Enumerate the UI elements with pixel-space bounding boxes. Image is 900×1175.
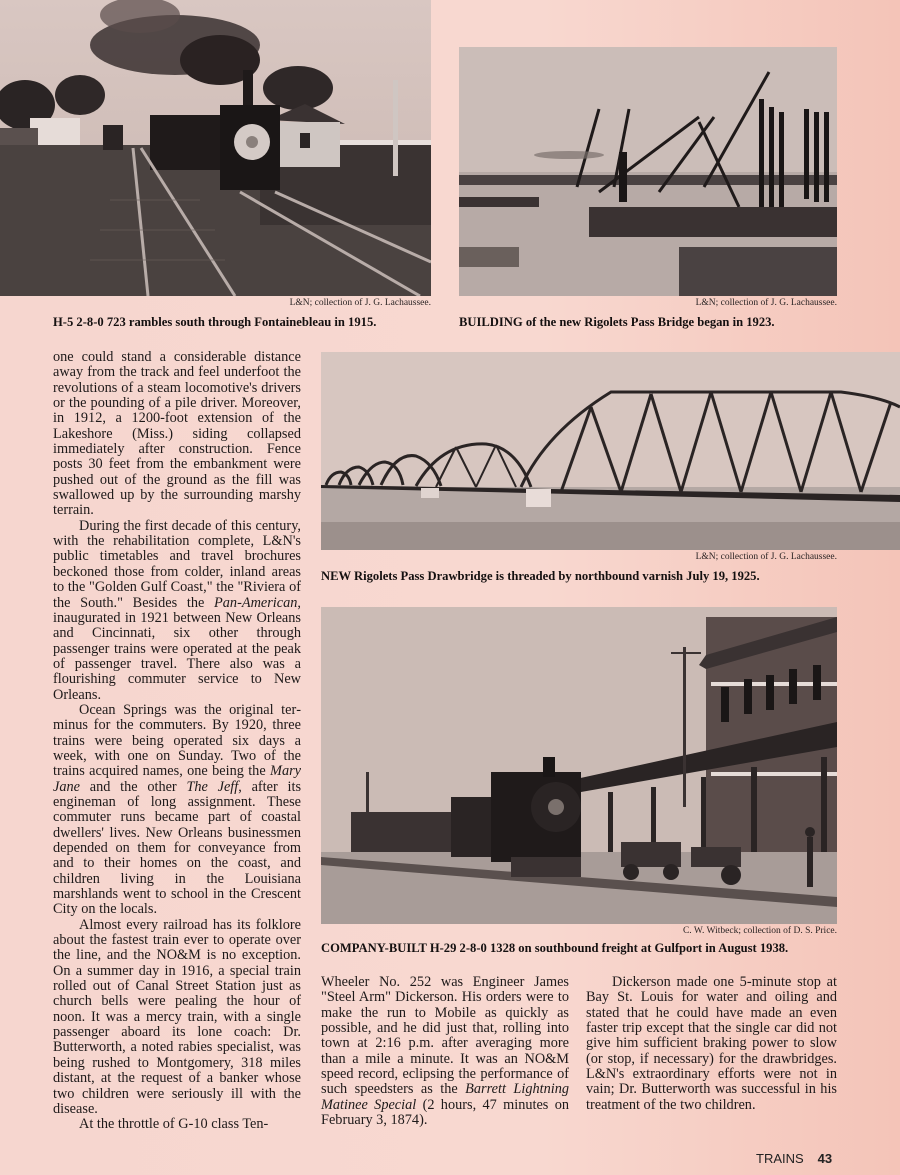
caption-drawbridge: NEW Rigolets Pass Drawbridge is threaded by northbound varnish July 19, 1925. [321,569,760,583]
bridge-construction-illustration [459,47,837,296]
magazine-name: TRAINS [756,1151,804,1166]
photo-credit-fontainebleau: L&N; collection of J. G. Lachaussee. [289,298,431,308]
photo-rigolets-drawbridge [321,352,900,550]
paragraph [53,519,301,703]
train-name-pan-american: Pan-American [214,594,298,611]
paragraph: Dickerson made one 5-minute stop at Bay St. Louis for water and oiling and stated that he could have made an even faster trip except that the single car did not give him sufficient braking power to slow (or stop, if necessary) for the drawbridges. L&N's extraordinary efforts were not in vain; Dr. Butterworth was successful in his treatment of the two children. [586,974,837,1113]
paragraph: one could stand a considerable distance away from the track and feel underfoot the revolutions of a steam locomotive's drivers or the pounding of a pile driver. Moreover, in 1912, a 1200-foot extension of the Lakeshore (Miss.) siding collapsed immediately after construction. Fence posts 30 feet from the embankment were pushed out of the ground as the fill was swallowed up by the surrounding marshy terrain. [53,349,301,519]
gulfport-station-illustration [321,607,837,924]
photo-gulfport-freight [321,607,837,924]
text-run: Ocean Springs was the original terminus for the commuters. By 1920, three trains were being operated six days a week, with one on Sunday. Two of the trains acquired names, one being the [53,701,301,780]
photo-credit-drawbridge: L&N; collection of J. G. Lachaussee. [695,552,837,562]
text-run: , inaugurated in 1921 between New Orleans and Cincinnati, six other through passenger trains were operated at the peak of passenger travel. There also was a flourishing commuter service to New Orleans. [53,594,301,703]
paragraph: Almost every railroad has its folklore about the fastest train ever to operate over the line, and the NO&M is no exception. On a summer day in 1916, a special train rolled out of Canal Street Station just as church bells were pealing the hour of noon. It was a mercy train, with a single passenger aboard its lone coach: Dr. Butterworth, a noted rabies specialist, was being rushed to Montgomery, 318 miles distant, at the request of a banker whose two children were seriously ill with the disease. [53,916,301,1117]
caption-bridge-construction: BUILDING of the new Rigolets Pass Bridge began in 1923. [459,315,775,329]
article-column-2 [321,975,569,1128]
page-number: 43 [817,1151,833,1166]
photo-bridge-construction [459,47,837,296]
article-column-3 [586,975,837,1113]
photo-credit-bridge-construction: L&N; collection of J. G. Lachaussee. [695,298,837,308]
drawbridge-illustration [321,352,900,550]
train-name-barrett-lightning: Barrett Lightning Matinee Special [321,1081,570,1113]
text-run: and the other [80,778,187,795]
train-name-mary-jane: Mary Jane [53,763,301,795]
locomotive-photo-illustration [0,0,431,296]
paragraph: At the throttle of G-10 class Ten- [79,1116,269,1133]
article-column-1 [53,350,301,1133]
page-footer [756,1151,832,1166]
caption-fontainebleau: H-5 2-8-0 723 rambles south through Fontainebleau in 1915. [53,315,377,329]
paragraph [321,975,569,1128]
photo-credit-gulfport: C. W. Witbeck; collection of D. S. Price. [682,926,837,936]
text-run: During the first decade of this century, with the rehabilitation complete, L&N's public timetables and travel brochures beckoned those from colder, inland areas to the "Golden Gulf Coast," the "Riviera of the South." Besides the [53,517,301,611]
train-name-the-jeff: The Jeff [186,778,239,795]
photo-fontainebleau-locomotive [0,0,431,296]
text-run: Wheeler No. 252 was Engineer James "Steel Arm" Dickerson. His orders were to make the run to Mobile as quickly as possible, and he did just that, rolling into town at 2:16 p.m. after averaging more than a mile a minute. It was an NO&M speed record, eclipsing the performance of such speedsters as the [321,974,569,1098]
paragraph [53,703,301,918]
caption-gulfport: COMPANY-BUILT H-29 2-8-0 1328 on southbound freight at Gulfport in August 1938. [321,941,789,955]
text-run: (2 hours, 47 minutes on February 3, 1874). [321,1096,569,1129]
text-run: , after its engineman of long assignment. These commuter runs became part of coastal dwellers' lives. New Orleans businessmen depended on them for conveyance from and to their homes on the coast, and children living in the Louisiana marshlands went to school in the Crescent City on the locals. [53,778,302,918]
